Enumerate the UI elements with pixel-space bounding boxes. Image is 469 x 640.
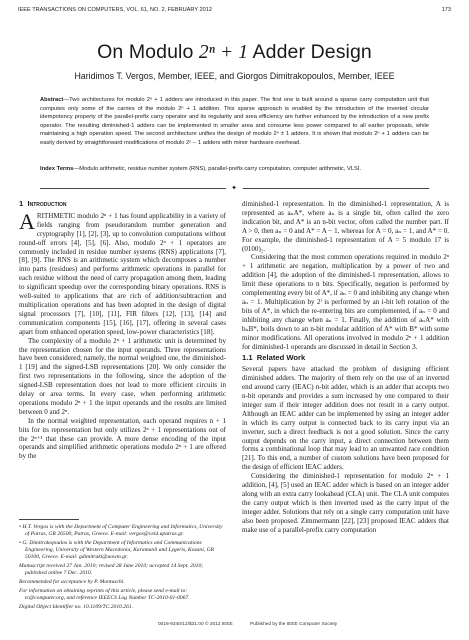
title-after: Adder Design xyxy=(248,41,372,63)
page-number: 173 xyxy=(441,7,451,13)
section-title: Introduction xyxy=(27,199,67,208)
left-column xyxy=(19,200,226,461)
running-header xyxy=(18,7,451,17)
intro-paragraph-1-text: RITHMETIC modulo 2ⁿ + 1 has found applicability in a variety of fields ranging from pseudorandom number generation and cryptography [1], [2], [3], up to convolution computations without round-off errors [4], [5], [6]. Also, modulo 2ⁿ + 1 operators are commonly included in residue number systems (RNS) applications [7], [8], [9]. The RNS is an arithmetic system which decomposes a number into parts (residues) and performs arithmetic operations in parallel for each residue without the need of carry propagation among them, leading to significant speedup over the corresponding binary operations. RNS is well-suited to applications that are rich of addition/subtraction and multiplication operations and has been adopted in the design of digital signal processors [7], [10], [11], FIR filters [12], [13], [14] and communication components [15], [16], [17], offering in several cases apart from enhanced operation speed, low-power characteristics [18]. xyxy=(19,211,226,336)
title-before: On Modulo xyxy=(97,41,199,63)
intro-paragraph-5: Considering that the most common operations required in modulo 2ⁿ + 1 arithmetic are negation, multiplication by a power of two and addition [4], the adoption of the diminished-1 representation, allows to limit these operations to n bits. Specifically, negation is performed by complementing every bit of A*, if aₙ = 0 and inhibiting any change when aₙ = 1. Multiplication by 2ⁱ is performed by an i-bit left rotation of the bits of A*, in which the re-entering bits are complemented, if aₙ = 0 and inhibiting any change when aₙ = 1. Finally, the addition of aₙA* with bₙB*, boils down to an n-bit modular addition of A* with B* with some minor modifications. All operations involved in modulo 2ⁿ + 1 addition for diminished-1 operands are discussed in detail in Section 3. xyxy=(242,253,449,351)
drop-cap: A xyxy=(19,208,35,234)
title-math: 2ⁿ + 1 xyxy=(198,42,249,63)
related-paragraph-1: Several papers have attacked the problem of designing efficient diminished adders. The majority of them rely on the use of an inverted end around carry (IEAC) n-bit adder, which is an adder that accepts two n-bit operands and provides a sum increased by one compared to their integer sum if their integer addition does not result in a carry output. Although an IEAC adder can be implemented by using an integer adder in which its carry output is connected back to its carry input via an inverter, such a direct feedback is not a good solution. Since the carry output depends on the carry input, a direct connection between them forms a combinational loop that may lead to an unwanted race condition [21]. To this end, a number of custom solutions have been proposed for the design of efficient IEAC adders. xyxy=(242,365,449,472)
footnote-manuscript: Manuscript received 27 Jan. 2010; revised 28 June 2010; accepted 14 Sept. 2010; published online 7 Dec. 2010. xyxy=(19,562,204,576)
footnote-reprints: For information on obtaining reprints of this article, please send e-mail to: tc@computer.org, and reference IEEECS Log Number TC-2010-01-0067. xyxy=(19,587,190,601)
footnote-recommended: Recommended for acceptance by P. Montuschi. xyxy=(19,578,125,585)
abstract xyxy=(40,96,429,148)
footnote-author-2-text: G. Dimitrakopoulos is with the Department of Informatics and Communications Engineering, University of Western Macedonia, Karamanli and Lygeris, Kozani, GR 50100, Greece. E-mail: gdimitrakl@uowm.gr. xyxy=(22,539,215,560)
journal-header: IEEE TRANSACTIONS ON COMPUTERS, VOL. 61, NO. 2, FEBRUARY 2012 xyxy=(18,7,212,13)
index-terms xyxy=(40,165,429,174)
subsection-title: Related Work xyxy=(256,353,306,363)
section-divider xyxy=(40,185,429,191)
subsection-number: 1.1 xyxy=(242,353,253,363)
section-heading-introduction xyxy=(19,200,226,209)
author-list: Haridimos T. Vergos, Member, IEEE, and Giorgos Dimitrakopoulos, Member, IEEE xyxy=(74,71,395,81)
index-terms-label: Index Terms xyxy=(40,166,74,172)
footnote-author-2: • G. Dimitrakopoulos is with the Department of Informatics and Communications Engineering, University of Western Macedonia, Karamanli and Lygeris, Kozani, GR 50100, Greece. E-mail: gdimitrakl@uowm.gr. xyxy=(19,539,215,560)
divider-diamond-icon: ✦ xyxy=(231,184,237,192)
footnote-doi: Digital Object Identifier no. 10.1109/TC.2010.261. xyxy=(19,603,134,610)
footnotes xyxy=(19,519,226,613)
divider-line-right xyxy=(243,188,429,189)
footnote-rule xyxy=(19,519,79,520)
section-number: 1 xyxy=(19,199,24,208)
right-column xyxy=(242,200,449,535)
related-paragraph-2: Considering the diminished-1 representation for modulo 2ⁿ + 1 addition, [4], [5] used an IEAC adder which is based on an integer adder along with an extra carry lookahead (CLA) unit. The CLA unit computes the carry output which is then inverted used as the carry input of the integer adder. Solutions that rely on a single carry computation unit have also been proposed. Zimmermann [22], [23] proposed IEAC adders that make use of a parallel-prefix carry computation xyxy=(242,472,449,534)
index-terms-text: —Modulo arithmetic, residue number system (RNS), parallel-prefix carry computation, computer arithmetic, VLSI. xyxy=(73,166,362,172)
abstract-label: Abstract xyxy=(40,97,64,103)
divider-line-left xyxy=(40,188,226,189)
subsection-heading-related-work xyxy=(242,354,449,363)
footnote-author-1-text: H.T. Vergos is with the Department of Computer Engineering and Informatics, University of Patras, GR 26500, Patras, Greece. E-mail: vergos@ceid.upatras.gr. xyxy=(22,523,223,537)
intro-paragraph-3: In the normal weighted representation, each operand requires n + 1 bits for its representation but only utilizes 2ⁿ + 1 representations out of the 2ⁿ⁺¹ that these can provide. A more dense encoding of the input operands and simplified arithmetic operations modulo 2ⁿ + 1 are offered by the xyxy=(19,416,226,461)
intro-paragraph-1 xyxy=(19,208,226,337)
footer-copyright: 0018-9340/12/$31.00 © 2012 IEEE xyxy=(158,622,233,627)
intro-paragraph-2: The complexity of a modulo 2ⁿ + 1 arithmetic unit is determined by the representation chosen for the input operands. Three representations have been considered; namely, the normal weighted one, the diminished-1 [19] and the signed-LSB representations [20]. We only consider the first two representations in the following, since the adoption of the signed-LSB representation does not lead to more efficient circuits in delay or area terms. In every case, when performing arithmetic operations modulo 2ⁿ + 1 the input operands and the results are limited between 0 and 2ⁿ. xyxy=(19,336,226,416)
paper-title xyxy=(0,41,469,64)
abstract-text: —Two architectures for modulo 2ⁿ + 1 adders are introduced in this paper. The first one is built around a sparse carry computation unit that computes only some of the carries of the modulo 2ⁿ + 1 addition. This sparse approach is enabled by the introduction of the inverted circular idempotency property of the parallel-prefix carry operator and its regularity and area efficiency are further enhanced by the introduction of a new prefix operator. The resulting diminished-1 adders can be implemented in smaller area and consume less power compared to all earlier proposals, while maintaining a high operation speed. The second architecture unifies the design of modulo 2ⁿ ± 1 adders. It is shown that modulo 2ⁿ + 1 adders can be easily derived by straightforward modifications of modulo 2ⁿ − 1 adders with minor hardware overhead. xyxy=(40,97,429,146)
intro-paragraph-4: diminished-1 representation. In the diminished-1 representation, A is represented as aₙA*, where aₙ is a single bit, often called the zero indication bit, and A* is an n-bit vector, often called the number part. If A > 0, then aₙ = 0 and A* = A − 1, whereas for A = 0, aₙ = 1, and A* = 0. For example, the diminished-1 representation of A = 5 modulo 17 is (0100)₂. xyxy=(242,200,449,253)
footer-publisher: Published by the IEEE Computer Society xyxy=(250,622,338,627)
footnote-author-1: • H.T. Vergos is with the Department of Computer Engineering and Informatics, University of Patras, GR 26500, Patras, Greece. E-mail: vergos@ceid.upatras.gr. xyxy=(19,523,223,537)
